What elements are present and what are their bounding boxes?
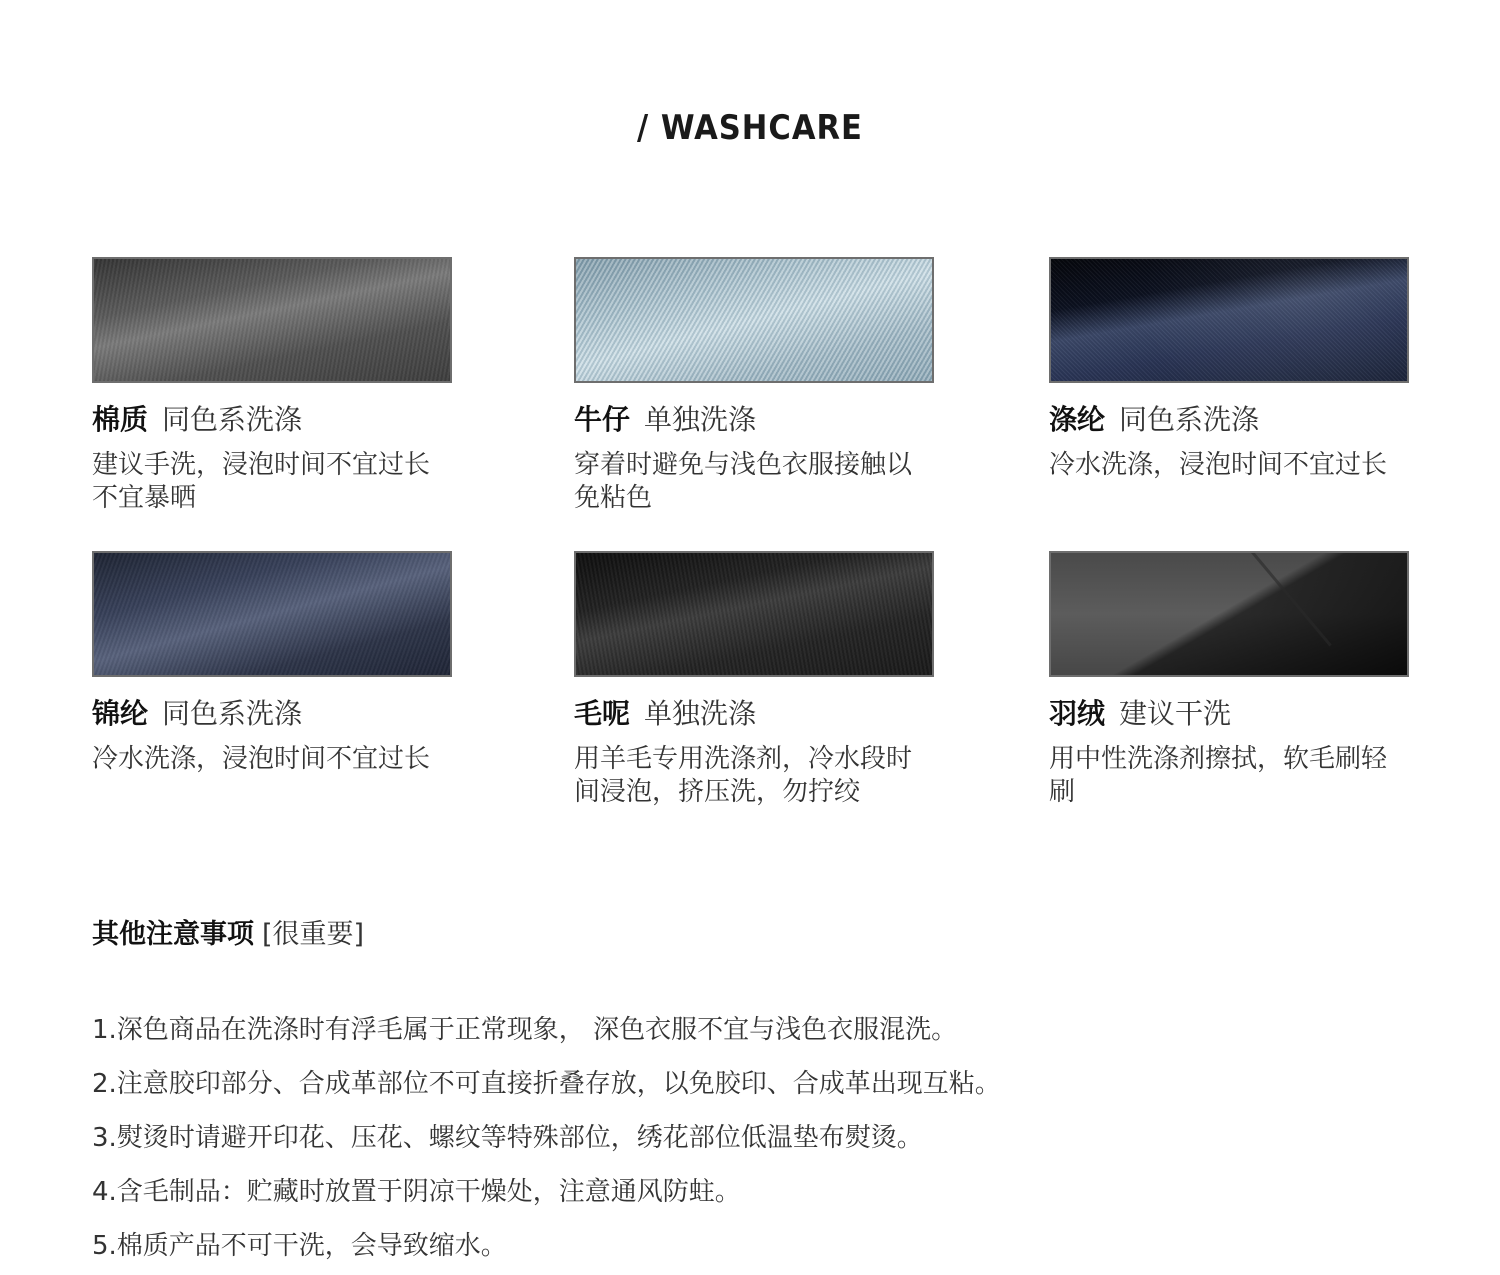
list-item: 2.注意胶印部分、合成革部位不可直接折叠存放，以免胶印、合成革出现互粘。: [92, 1069, 1001, 1099]
quilting-seam: [1251, 551, 1332, 646]
notes-heading: [92, 912, 364, 951]
fabric-card-down: [1049, 551, 1419, 809]
list-item: 4.含毛制品：贮藏时放置于阴凉干燥处，注意通风防蛀。: [92, 1177, 741, 1207]
fabric-title: [574, 697, 944, 731]
fabric-card-cotton: [92, 257, 462, 515]
care-note: 冷水洗涤，浸泡时间不宜过长: [1049, 450, 1388, 480]
care-note: 用中性洗涤剂擦拭，软毛刷轻 刷: [1049, 744, 1388, 807]
notes-list: [92, 1003, 1001, 1273]
list-item: 1.深色商品在洗涤时有浮毛属于正常现象， 深色衣服不宜与浅色衣服混洗。: [92, 1015, 958, 1045]
fabric-title: [574, 403, 944, 437]
fabric-card-nylon: [92, 551, 462, 776]
wash-method: 单独洗涤: [644, 403, 757, 436]
wash-method: 单独洗涤: [644, 697, 757, 730]
wool-fabric-image: [574, 551, 934, 677]
list-item: 5.棉质产品不可干洗，会导致缩水。: [92, 1231, 507, 1261]
down-fabric-image: [1049, 551, 1409, 677]
cotton-fabric-image: [92, 257, 452, 383]
notes-heading-tag: [很重要]: [262, 919, 365, 950]
fabric-title: [92, 403, 462, 437]
fabric-name: 棉质: [92, 403, 149, 436]
care-note: 穿着时避免与浅色衣服接触以 免粘色: [574, 450, 913, 513]
wash-method: 同色系洗涤: [162, 403, 303, 436]
polyester-fabric-image: [1049, 257, 1409, 383]
page-title: / WASHCARE: [637, 108, 863, 148]
fabric-name: 羽绒: [1049, 697, 1106, 730]
fabric-name: 毛呢: [574, 697, 631, 730]
denim-fabric-image: [574, 257, 934, 383]
fabric-title: [1049, 697, 1419, 731]
fabric-name: 涤纶: [1049, 403, 1106, 436]
fabric-name: 锦纶: [92, 697, 149, 730]
wash-method: 同色系洗涤: [1119, 403, 1260, 436]
fabric-card-wool: [574, 551, 944, 809]
fabric-title: [92, 697, 462, 731]
notes-heading-text: 其他注意事项: [92, 919, 254, 950]
fabric-title: [1049, 403, 1419, 437]
nylon-fabric-image: [92, 551, 452, 677]
fabric-card-denim: [574, 257, 944, 515]
wash-method: 建议干洗: [1119, 697, 1232, 730]
fabric-card-polyester: [1049, 257, 1419, 482]
list-item: 3.熨烫时请避开印花、压花、螺纹等特殊部位，绣花部位低温垫布熨烫。: [92, 1123, 923, 1153]
care-note: 建议手洗，浸泡时间不宜过长 不宜暴晒: [92, 450, 431, 513]
care-note: 用羊毛专用洗涤剂，冷水段时 间浸泡，挤压洗，勿拧绞: [574, 744, 913, 807]
wash-method: 同色系洗涤: [162, 697, 303, 730]
fabric-name: 牛仔: [574, 403, 631, 436]
care-note: 冷水洗涤，浸泡时间不宜过长: [92, 744, 431, 774]
